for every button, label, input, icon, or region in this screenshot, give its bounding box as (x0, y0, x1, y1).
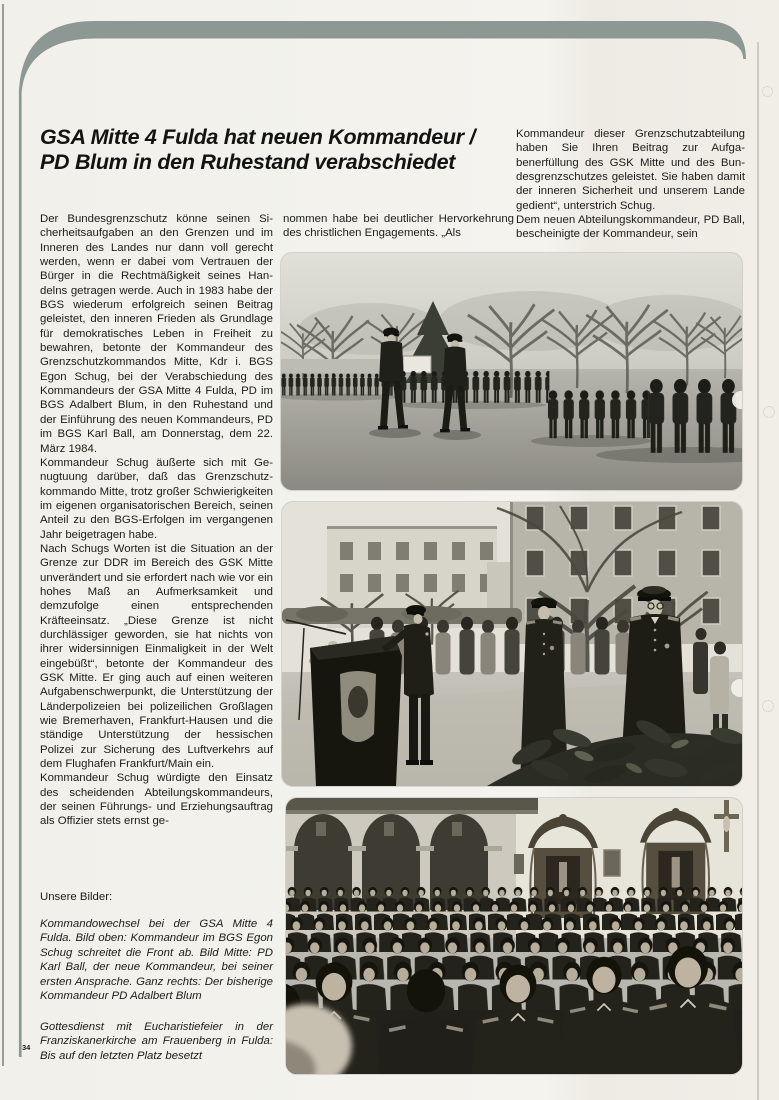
text-column-2 (283, 212, 514, 241)
photo-church-service (286, 798, 742, 1074)
body-paragraph: nommen habe bei deutlicher Hervorkehrung des christlichen Engagements. „Als (283, 213, 514, 240)
body-paragraph: Kommandeur dieser Grenzschutzabteilung haben Sie Ihren Beitrag zur Aufgabenerfüllung des GSK Mitte und des Bundesgrenzschutzes geleistet. Sie haben damit der inneren Sicherheit und unserem Lande gedient“, unterstrich Schug. (516, 128, 745, 212)
article-title: GSA Mitte 4 Fulda hat neuen Kommandeur / PD Blum in den Ruhestand verabschiedet (40, 125, 476, 174)
photo-troop-inspection (281, 253, 742, 490)
gallery-cornice (286, 798, 538, 814)
body-paragraph: Dem neuen Abteilungskommandeur, PD Ball, bescheinigte der Kommandeur, sein (516, 214, 745, 241)
caption-heading: Unsere Bilder: (40, 891, 113, 903)
scan-speckle (762, 86, 773, 97)
troop-rank-near (547, 385, 655, 441)
scan-speckle (763, 406, 775, 418)
lectern (310, 636, 402, 786)
troop-rank-mid (399, 370, 549, 405)
caption-block (40, 890, 273, 1063)
scan-speckle (762, 700, 774, 712)
photo-caption: Kommandowechsel bei der GSA Mitte 4 Fulda. Bild oben: Kommandeur im BGS Egon Schug schreitet die Front ab. Bild Mitte: PD Karl Ball, der neue Kommandeur, bei seiner ersten Ansprache. Ganz rechts: Der bisherige Kommandeur PD Adalbert Blum (40, 917, 273, 1002)
photo-caption: Gottesdienst mit Eucharistiefeier in der Franziskanerkirche am Frauenberg in Fulda: Bis auf den letzten Platz besetzt (40, 1020, 273, 1062)
photo-speech-at-lectern (282, 502, 742, 786)
text-column-1 (40, 212, 273, 829)
body-paragraph: Kommandeur Schug würdigte den Einsatz des scheidenden Abteilungskommandeurs, der seinen Führungs- und Erziehungsauftrag als Offizier stets ernst ge- (40, 772, 273, 828)
troop-rank-front (647, 370, 742, 459)
body-paragraph: Der Bundesgrenzschutz könne seinen Sicherheitsaufgaben an den Grenzen und im Inneren des Landes nur dann voll gerecht werden, wenn er dabei vom Vertrauen der Bürger in die Rechtmäßigkeit seines Handelns getragen werde. Auch in 1983 habe der BGS wiederum erfolgreich seinen Beitrag geleistet, den inneren Frieden als Grundlage für demokratisches Leben in Freiheit zu bewahren, betonte der Kommandeur des Grenzschutzkommandos Mitte, Kdr i. BGS Egon Schug, bei der Verabschiedung des Kommandeurs der GSA Mitte 4 Fulda, PD im BGS Adalbert Blum, in den Ruhestand und der Einführung des neuen Kommandeurs, PD im BGS Karl Ball, am Donnerstag, dem 22. März 1984. (40, 213, 273, 455)
body-paragraph: Kommandeur Schug äußerte sich mit Genugtuung darüber, daß das Grenzschutzkommando Mitte, trotz großer Schwierigkeiten im eigenen organisatorischen Bereich, seinen Anteil zu den BGS-Erfolgen im vergangenen Jahr beigetragen habe. (40, 456, 273, 541)
text-column-3 (516, 127, 745, 242)
body-paragraph: Nach Schugs Worten ist die Situation an der Grenze zur DDR im Bereich des GSK Mitte unverändert und sie erfordert nach wie vor ein hohes Maß an Aufmerksamkeit und demzufolge einen entsprechenden Kräfteeinsatz. „Diese Grenze ist nicht durchlässiger geworden, sie hat nichts von ihrer widersinnigen Einmaligkeit in der Welt eingebüßt“, betonte der Kommandeur des GSK Mitte. Er ging auch auf einen weiteren Aufgabenschwerpunkt, die Unterstützung der Länderpolizeien bei polizeilichen Großlagen wie Bremerhaven, Frankfurt-Hausen und die ständige Unterstützung der hessischen Polizei zur Sicherung des Luftverkehrs auf dem Flughafen Frankfurt/Main ein. (40, 542, 273, 771)
page-number: 34 (22, 1043, 31, 1052)
